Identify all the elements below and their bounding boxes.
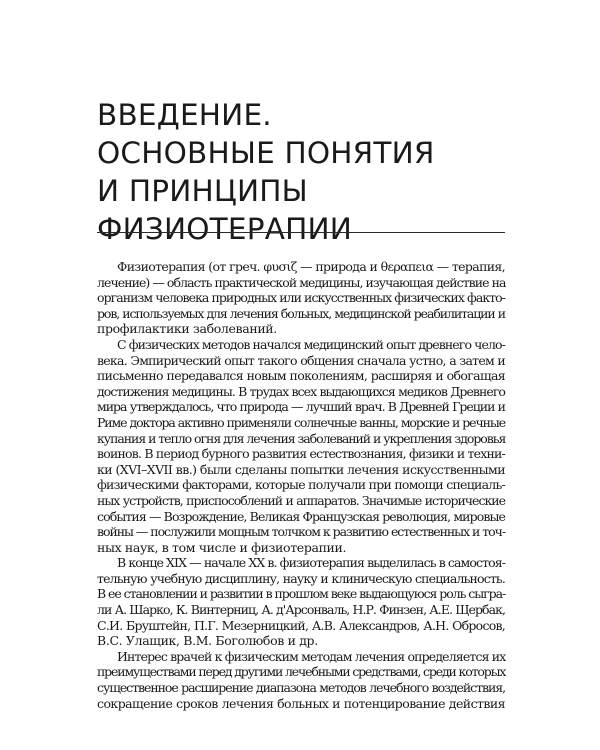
text-line: ров, используемых для лечения больных, медицинской реабилитации и [97,305,505,321]
text-line: В конце XIX — начале XX в. физиотерапия выделилась в самостоя- [117,555,506,571]
text-line: В ее становлении и развитии в прошлом веке выдающуюся роль сыгра- [97,586,506,602]
text-line: ки (XVI–XVII вв.) были сделаны попытки лечения искусственными [97,461,505,477]
text-line: С.И. Бруштейн, П.Г. Мезерницкий, А.В. Александров, А.Н. Обросов, [97,617,505,633]
text-line: существенное расширение диапазона методов лечебного воздействия, [97,680,505,696]
chapter-title-line: ОСНОВНЫЕ ПОНЯТИЯ [97,136,435,170]
text-line: войны — послужили мощным толчком к развитию естественных и точ- [97,524,505,540]
chapter-title-line: ВВЕДЕНИЕ. [97,98,272,132]
text-line: Риме доктора активно применяли солнечные ванны, морские и речные [97,414,505,430]
text-line: сокращение сроков лечения больных и потенцирование действия [97,695,505,711]
text-line: тельную учебную дисциплину, науку и клиническую специальность. [97,570,505,586]
text-line: С физических методов начался медицинский опыт древнего чело- [117,336,505,352]
body-text [97,259,505,711]
chapter-title-line: ФИЗИОТЕРАПИИ [97,212,353,246]
text-line: ли А. Шарко, К. Винтерниц, А. д'Арсонваль, Н.Р. Финзен, А.Е. Щербак, [97,602,505,618]
text-line: достижения медицины. В трудах всех выдающихся медиков Древнего [97,383,505,399]
text-line: купания и тепло огня для лечения заболеваний и укрепления здоровья [97,430,506,446]
chapter-title [97,96,435,248]
paragraph [97,649,505,711]
paragraph [97,555,505,649]
chapter-title-line: И ПРИНЦИПЫ [97,174,308,208]
title-underline-rule [97,232,505,233]
paragraph [97,259,505,337]
text-line: преимуществами перед другими лечебными средствами, среди которых [97,664,506,680]
text-line: Физиотерапия (от греч. φυσιζ — природа и θεραπεια — терапия, [117,259,505,274]
text-line: ных наук, в том числе и физиотерапии. [97,539,347,555]
text-line: физическими факторами, которые получали при помощи специаль- [97,477,505,493]
text-line: профилактики заболеваний. [97,321,277,337]
text-line: мира утверждалось, что природа — лучший врач. В Древней Греции и [97,399,505,415]
text-line: воинов. В период бурного развития естествознания, физики и техни- [97,446,505,462]
text-line: лечение) — область практической медицины, изучающая действие на [97,274,506,290]
text-line: письменно передавался новым поколениям, расширяя и обогащая [97,368,505,384]
text-line: организм человека природных или искусственных физических факто- [97,290,505,306]
text-line: Интерес врачей к физическим методам лечения определяется их [117,648,506,664]
paragraph [97,337,505,555]
text-line: события — Возрождение, Великая Французская революция, мировые [97,508,505,524]
text-line: В.С. Улащик, В.М. Боголюбов и др. [97,633,318,649]
text-line: ных устройств, приспособлений и аппаратов. Значимые исторические [97,492,505,508]
text-line: века. Эмпирический опыт такого общения сначала устно, а затем и [97,352,505,368]
